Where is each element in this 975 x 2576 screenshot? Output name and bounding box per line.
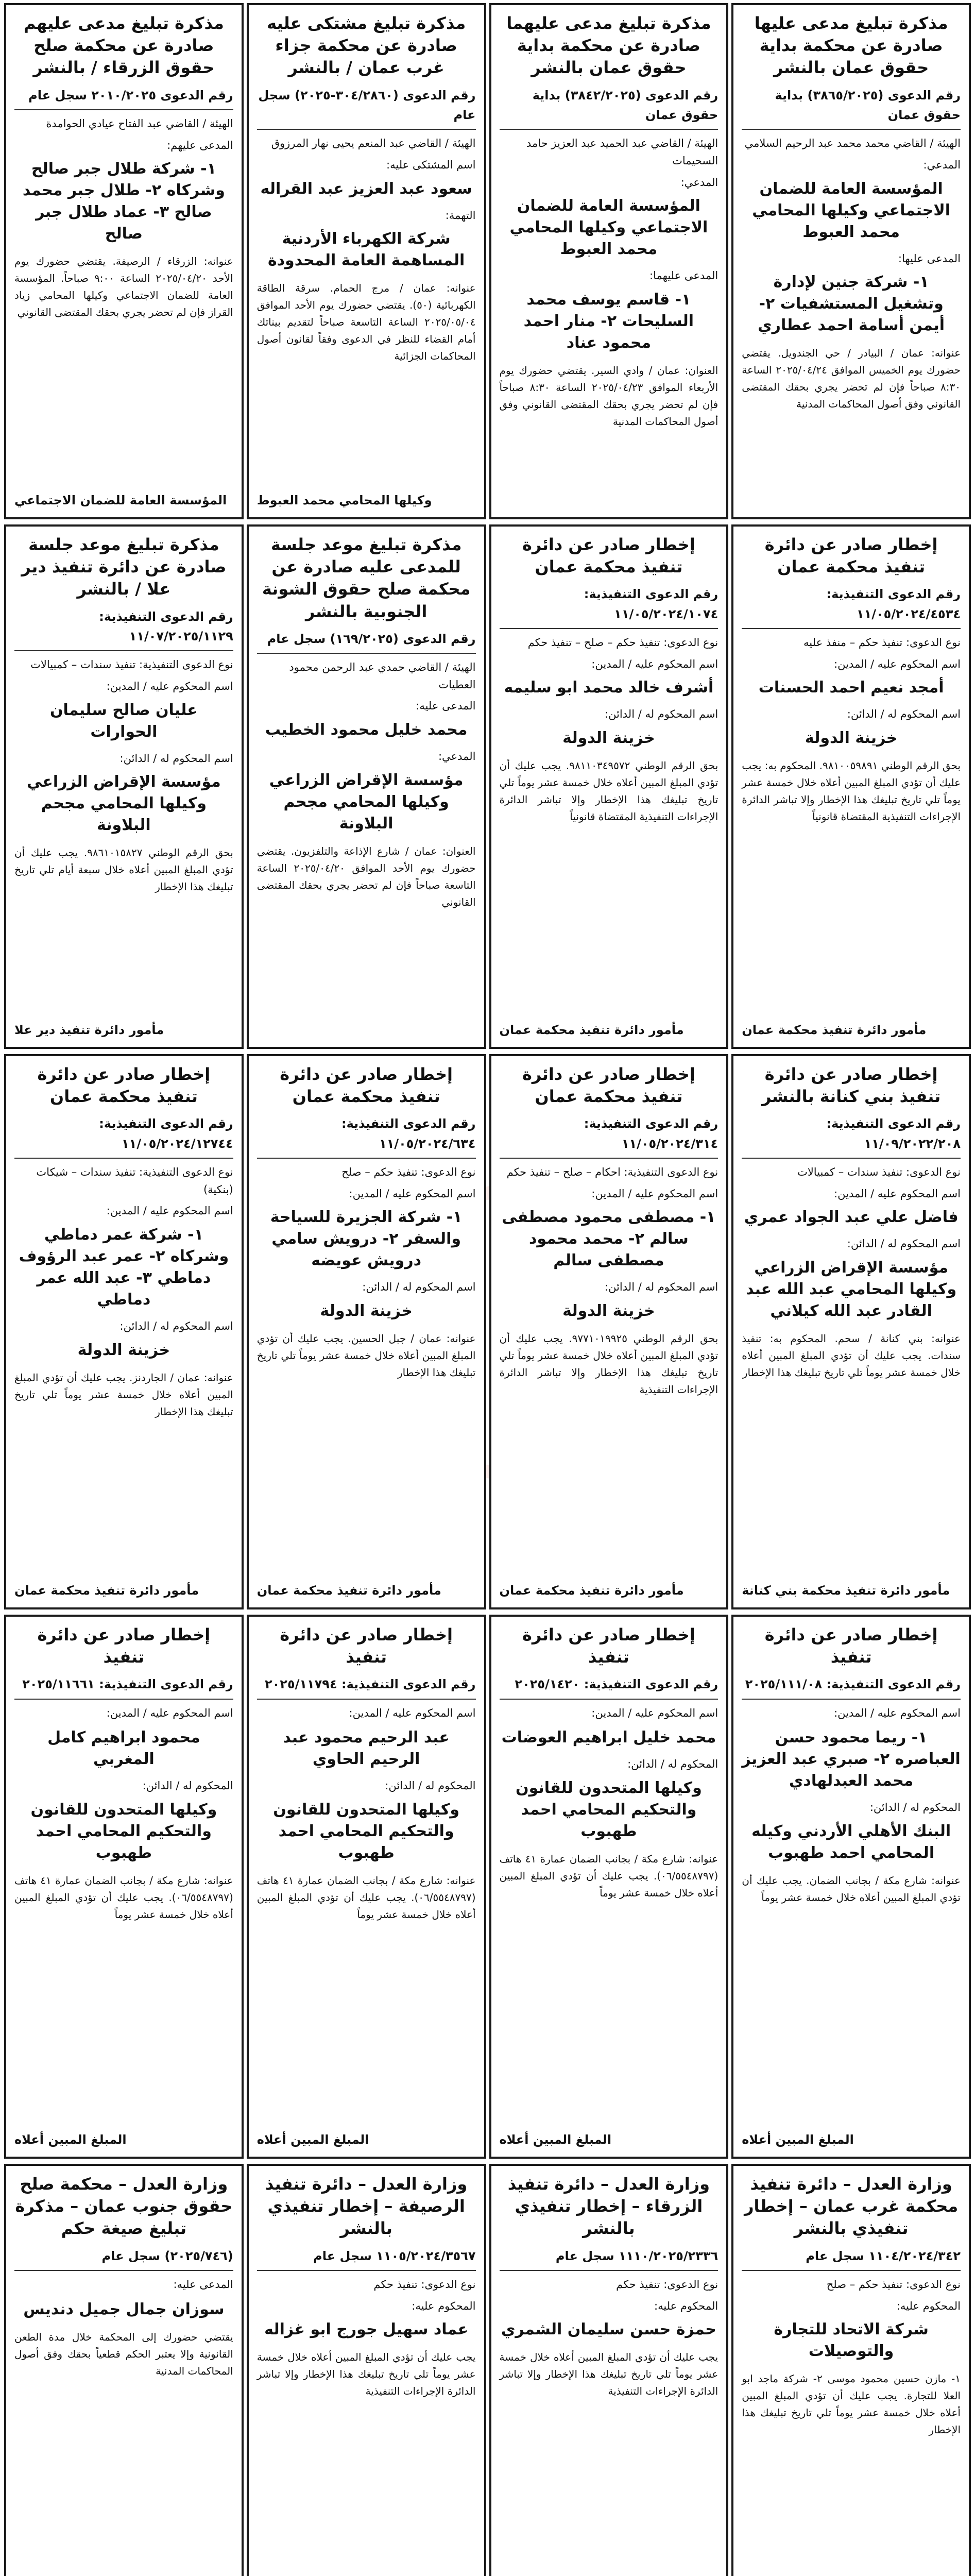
party-name: المؤسسة العامة للضمان الاجتماعي وكيلها المحامي محمد العبوط (752, 179, 950, 241)
notice-footer: مأمور دائرة تنفيذ محكمة بني كنانة (742, 1583, 950, 1598)
notice-body: عنوانه: عمان / الجاردنز. يجب عليك أن تؤدي المبلغ المبين أعلاه خلال خمسة عشر يوماً تلي تاريخ تبليغك هذا الإخطار (14, 1371, 233, 1418)
party-name: وكيلها المتحدون للقانون والتحكيم المحامي احمد طهبوب (516, 1778, 702, 1840)
party-name: مؤسسة الإقراض الزراعي وكيلها المحامي مجحم البلاونة (269, 771, 464, 833)
legal-notice (731, 2164, 971, 2576)
notice-row (4, 524, 971, 1049)
divider (257, 653, 476, 654)
newspaper-page (4, 3, 971, 2576)
party-name: ١- شركة طلال جبر صالح وشركاه ٢- طلال جبر محمد صالح ٣- عماد طلال جبر صالح (22, 160, 225, 243)
notice-row (4, 3, 971, 519)
notice-body: عنوانه: عمان / البيادر / حي الجندويل. يقتضي حضورك يوم الخميس الموافق ٢٠٢٥/٠٤/٢٤ الساعة ٨:٣٠ صباحاً فإن لم تحضر يجري بحقك المقتضى القانوني وفق أصول المحاكمات المدنية (742, 347, 961, 411)
party-name: خزينة الدولة (77, 1341, 170, 1359)
notice-heading: مذكرة تبليغ مشتكى عليه صادرة عن محكمة جزاء غرب عمان / بالنشر (267, 13, 466, 78)
notice-meta: الهيئة / القاضي محمد محمد عبد الرحيم السلامي (744, 137, 961, 150)
party-label: اسم المحكوم له / الدائن: (119, 1319, 233, 1332)
party-name: أشرف خالد محمد ابو سليمه (504, 679, 714, 697)
notice-body: عنوانه: شارع مكة / بجانب الضمان عمارة ٤١ هاتف (٠٦/٥٥٤٨٧٩٧). يجب عليك أن تؤدي المبلغ المبين أعلاه خلال خمسة عشر يوماً (256, 1874, 476, 1921)
party-name: ١- ريما محمود حسن العباصره ٢- صبري عبد العزيز محمد العبدلهادي (742, 1728, 961, 1790)
divider (14, 109, 233, 110)
party-name: شركة الكهرباء الأردنية المساهمة العامة المحدودة (267, 230, 465, 270)
notice-heading: مذكرة تبليغ مدعى عليهم صادرة عن محكمة صلح حقوق الزرقاء / بالنشر (23, 13, 224, 78)
notice-heading: إخطار صادر عن دائرة تنفيذ محكمة عمان (764, 535, 938, 577)
party-label: المدعى عليهم: (167, 139, 233, 151)
notice-body: بحق الرقم الوطني ٩٨١٠٠٥٩٨٩١. المحكوم به: يجب عليك أن تؤدي المبلغ المبين أعلاه خلال خمسة عشر يوماً تلي تاريخ تبليغك هذا الإخطار وإلا تباشر الدائرة الإجراءات التنفيذية المقتضاة قانونياً (742, 759, 961, 823)
legal-notice (731, 3, 971, 519)
notice-heading: مذكرة تبليغ موعد جلسة للمدعى عليه صادرة عن محكمة صلح حقوق الشونة الجنوبية بالنشر (262, 535, 471, 621)
notice-footer: مأمور دائرة تنفيذ محكمة عمان (14, 1583, 199, 1598)
notice-heading: إخطار صادر عن دائرة تنفيذ محكمة عمان (522, 1064, 695, 1107)
notice-body: ١- مازن حسين محمود موسى ٢- شركة ماجد ابو العلا للتجارة. يجب عليك أن تؤدي المبلغ المبين أعلاه خلال خمسة عشر يوماً تلي تاريخ تبليغك هذا الإخطار (742, 2372, 961, 2436)
divider (742, 1158, 961, 1159)
party-label: المدعى عليهما: (649, 269, 719, 282)
notice-heading: وزارة العدل – محكمة صلح حقوق جنوب عمان – مذكرة تبليغ صيغة حكم (15, 2174, 233, 2239)
party-label: اسم المحكوم عليه / المدين: (106, 1205, 233, 1217)
party-label: اسم المحكوم له / الدائن: (119, 752, 233, 765)
notice-body: عنوانه: عمان / جبل الحسين. يجب عليك أن تؤدي المبلغ المبين أعلاه خلال خمسة عشر يوماً تلي تاريخ تبليغك هذا الإخطار (256, 1332, 476, 1379)
party-name: خزينة الدولة (562, 1301, 655, 1320)
divider (742, 628, 961, 629)
legal-notice (247, 1054, 486, 1609)
notice-heading: إخطار صادر عن دائرة تنفيذ (522, 1625, 695, 1667)
case-number: (٢٠٢٥/٧٤٦) سجل عام (101, 2248, 233, 2263)
notice-heading: وزارة العدل – دائرة تنفيذ الرصيفة – إخطار تنفيذي بالنشر (265, 2174, 468, 2239)
party-label: اسم المشتكى عليه: (386, 158, 476, 171)
party-name: وكيلها المتحدون للقانون والتحكيم المحامي احمد طهبوب (30, 1800, 217, 1862)
party-name: ١- شركة الجزيرة للسياحة والسفر ٢- درويش سامي درويش عويضه (270, 1208, 463, 1270)
notice-meta: نوع الدعوى: تنفيذ حكم – صلح (341, 1166, 476, 1179)
party-label: المدعى عليه: (416, 700, 476, 713)
case-number: ١١٠٤/٢٠٢٤/٣٤٢ سجل عام (806, 2248, 961, 2263)
divider (14, 1158, 233, 1159)
notice-footer: المبلغ المبين أعلاه (256, 2132, 369, 2147)
notice-heading: إخطار صادر عن دائرة تنفيذ محكمة عمان (280, 1064, 453, 1107)
case-number: رقم الدعوى التنفيذية: ١١/٠٥/٢٠٢٤/٦٣٤ (341, 1116, 476, 1151)
notice-meta: اسم المحكوم عليه / المدين: (106, 1706, 233, 1719)
notice-heading: وزارة العدل – دائرة تنفيذ الزرقاء – إخطار تنفيذي بالنشر (507, 2174, 710, 2239)
notice-heading: مذكرة تبليغ مدعى عليها صادرة عن محكمة بداية حقوق عمان بالنشر (754, 13, 948, 78)
divider (14, 2270, 233, 2271)
notice-heading: إخطار صادر عن دائرة تنفيذ محكمة عمان (37, 1064, 211, 1107)
notice-meta: الهيئة / القاضي عبد المنعم يحيى نهار المرزوق (271, 137, 476, 150)
notice-meta: نوع الدعوى: تنفيذ حكم (616, 2278, 719, 2291)
party-label: المحكوم له / الدائن: (627, 1758, 719, 1771)
notice-body: عنوانه: شارع مكة / بجانب الضمان. يجب عليك أن تؤدي المبلغ المبين أعلاه خلال خمسة عشر يوماً (742, 1874, 961, 1904)
party-name: ١- قاسم يوسف محمد السليحات ٢- منار احمد محمود عناد (523, 290, 694, 352)
notice-body: بحق الرقم الوطني ٩٨٦١٠١٥٨٢٧. يجب عليك أن تؤدي المبلغ المبين أعلاه خلال سبعة أيام تلي تاريخ تبليغك هذا الإخطار (14, 846, 233, 893)
notice-heading: إخطار صادر عن دائرة تنفيذ (764, 1625, 938, 1667)
party-label: المحكوم عليه: (412, 2299, 476, 2312)
party-label: المحكوم له / الدائن: (142, 1780, 233, 1792)
notice-meta: الهيئة / القاضي عبد الحميد عبد العزيز حامد السحيمات (526, 137, 719, 167)
notice-meta: نوع الدعوى: تنفيذ حكم – منفذ عليه (803, 636, 961, 649)
divider (14, 1699, 233, 1700)
party-name: محمود ابراهيم كامل المغربي (47, 1728, 200, 1769)
case-number: رقم الدعوى التنفيذية: ١١/٠٥/٢٠٢٤/٤٥٣٤ (826, 587, 961, 621)
divider (257, 129, 476, 130)
legal-notice (4, 1054, 244, 1609)
party-name: أمجد نعيم احمد الحسنات (758, 679, 944, 697)
legal-notice (731, 524, 971, 1049)
party-label: المحكوم له / الدائن: (869, 1801, 961, 1814)
party-label: اسم المحكوم له / الدائن: (605, 1281, 719, 1294)
party-name: خزينة الدولة (320, 1301, 413, 1320)
party-label: المدعي: (680, 176, 719, 189)
notice-heading: إخطار صادر عن دائرة تنفيذ بني كنانة بالنشر (762, 1064, 941, 1107)
party-name: ١- شركة عمر دماطي وشركاه ٢- عمر عبد الرؤوف دماطي ٣- عبد الله عمر دماطي (19, 1225, 229, 1309)
party-name: عبد الرحيم محمود عبد الرحيم الحاوي (283, 1728, 450, 1769)
legal-notice (731, 1054, 971, 1609)
party-label: المدعى عليها: (898, 252, 961, 265)
notice-meta: نوع الدعوى: تنفيذ حكم – صلح (826, 2278, 961, 2291)
notice-heading: مذكرة تبليغ مدعى عليهما صادرة عن محكمة بداية حقوق عمان بالنشر (506, 13, 711, 78)
party-label: اسم المحكوم عليه / المدين: (834, 1187, 961, 1200)
divider (500, 129, 719, 130)
party-name: خزينة الدولة (805, 728, 898, 747)
divider (257, 1699, 476, 1700)
divider (257, 1158, 476, 1159)
legal-notice (731, 1615, 971, 2159)
notice-meta: نوع الدعوى التنفيذية: تنفيذ سندات – شيكات (بنكية) (36, 1166, 233, 1196)
notice-body: العنوان: عمان / شارع الإذاعة والتلفزيون. يقتضي حضورك يوم الأحد الموافق ٢٠٢٥/٠٤/٢٠ الساعة التاسعة صباحاً فإن لم تحضر يجري بحقك المقتضى القانوني (256, 844, 476, 908)
notice-footer: وكيلها المحامي محمد العبوط (256, 493, 432, 507)
legal-notice (4, 1615, 244, 2159)
notice-meta: اسم المحكوم عليه / المدين: (349, 1706, 476, 1719)
divider (742, 2270, 961, 2271)
case-number: رقم الدعوى (٣٠٤/٢٨٦٠-٢٠٢٥) سجل عام (258, 88, 476, 122)
party-label: المحكوم له / الدائن: (385, 1780, 476, 1792)
party-name: محمد خليل ابراهيم العوضات (501, 1728, 716, 1747)
notice-footer: مأمور دائرة تنفيذ محكمة عمان (499, 1022, 684, 1037)
notice-footer: المبلغ المبين أعلاه (499, 2132, 612, 2147)
case-number: رقم الدعوى التنفيذية: ١١/٠٥/٢٠٢٤/١٠٧٤ (584, 587, 719, 621)
notice-body: يجب عليك أن تؤدي المبلغ المبين أعلاه خلال خمسة عشر يوماً تلي تاريخ تبليغك هذا الإخطار وإلا تباشر الدائرة الإجراءات التنفيذية (499, 2351, 719, 2398)
party-label: اسم المحكوم له / الدائن: (605, 708, 719, 721)
divider (14, 650, 233, 651)
legal-notice (4, 524, 244, 1049)
notice-meta: المدعى عليه: (173, 2278, 233, 2291)
party-label: اسم المحكوم عليه / المدين: (591, 1187, 719, 1200)
notice-meta: اسم المحكوم عليه / المدين: (834, 1706, 961, 1719)
notice-meta: نوع الدعوى التنفيذية: احكام – صلح – تنفيذ حكم (506, 1166, 719, 1179)
party-name: خزينة الدولة (562, 728, 655, 747)
legal-notice (489, 524, 729, 1049)
case-number: رقم الدعوى (٣٨٦٥/٢٠٢٥) بداية حقوق عمان (775, 88, 961, 122)
case-number: رقم الدعوى التنفيذية: ١١/٠٥/٢٠٢٤/١٢٧٤٤ (99, 1116, 233, 1151)
case-number: رقم الدعوى ٢٠١٠/٢٠٢٥ سجل عام (28, 88, 233, 103)
notice-body: يجب عليك أن تؤدي المبلغ المبين أعلاه خلال خمسة عشر يوماً تلي تاريخ تبليغك هذا الإخطار وإلا تباشر الدائرة الإجراءات التنفيذية (256, 2351, 476, 2398)
notice-body: يقتضي حضورك إلى المحكمة خلال مدة الطعن القانونية وإلا يعتبر الحكم قطعياً بحقك وفق أصول المحاكمات المدنية (14, 2330, 233, 2377)
case-number: رقم الدعوى (١٦٩/٢٠٢٥) سجل عام (267, 631, 476, 646)
case-number: رقم الدعوى التنفيذية: ١١/٠٧/٢٠٢٥/١١٢٩ (99, 609, 233, 643)
legal-notice (247, 1615, 486, 2159)
party-name: ١- مصطفى محمود مصطفى سالم ٢- محمد محمود مصطفى سالم (502, 1208, 716, 1270)
party-name: سعود عبد العزيز عبد القراله (260, 179, 472, 198)
notice-heading: وزارة العدل – دائرة تنفيذ محكمة غرب عمان – إخطار تنفيذي بالنشر (744, 2174, 959, 2239)
divider (500, 1699, 719, 1700)
legal-notice (247, 3, 486, 519)
notice-footer: مأمور دائرة تنفيذ دير علا (14, 1022, 164, 1037)
notice-footer: المبلغ المبين أعلاه (14, 2132, 127, 2147)
notice-body: عنوانه: شارع مكة / بجانب الضمان عمارة ٤١ هاتف (٠٦/٥٥٤٨٧٩٧). يجب عليك أن تؤدي المبلغ المبين أعلاه خلال خمسة عشر يوماً (499, 1852, 719, 1899)
case-number: رقم الدعوى التنفيذية: ٢٠٢٥/١١٦٦١ (22, 1677, 233, 1692)
legal-notice (247, 2164, 486, 2576)
notice-heading: إخطار صادر عن دائرة تنفيذ محكمة عمان (522, 535, 695, 577)
party-name: مؤسسة الإقراض الزراعي وكيلها المحامي مجحم البلاونة (27, 773, 221, 835)
party-label: المدعي: (923, 158, 961, 171)
party-label: اسم المحكوم عليه / المدين: (834, 657, 961, 670)
notice-body: عنوانه: الزرقاء / الرصيفة. يقتضي حضورك يوم الأحد ٢٠٢٥/٠٤/٢٠ الساعة ٩:٠٠ صباحاً. المؤسسة العامة للضمان الاجتماعي وكيلها المحامي زياد القراز فإن لم تحضر يجري بحقك المقتضى القانوني (14, 255, 233, 319)
notice-body: عنوانه: شارع مكة / بجانب الضمان عمارة ٤١ هاتف (٠٦/٥٥٤٨٧٩٧). يجب عليك أن تؤدي المبلغ المبين أعلاه خلال خمسة عشر يوماً (14, 1874, 233, 1921)
case-number: رقم الدعوى التنفيذية: ٢٠٢٥/١٤٢٠ (515, 1677, 719, 1692)
case-number: رقم الدعوى التنفيذية: ١١/٠٩/٢٠٢٢/٢٠٨ (826, 1116, 961, 1151)
notice-meta: الهيئة / القاضي حمدي عبد الرحمن محمود العطيات (289, 661, 476, 691)
party-label: اسم المحكوم له / الدائن: (847, 1238, 961, 1250)
case-number: ١١٠٥/٢٠٢٤/٣٥٦٧ سجل عام (313, 2248, 476, 2263)
party-name: وكيلها المتحدون للقانون والتحكيم المحامي احمد طهبوب (273, 1800, 459, 1862)
legal-notice (489, 1054, 729, 1609)
notice-footer: مأمور دائرة تنفيذ محكمة عمان (742, 1022, 927, 1037)
notice-body: عنوانه: عمان / مرج الحمام. سرقة الطاقة الكهربائية (٥٠). يقتضي حضورك يوم الأحد الموافق ٢٠٢٥/٠٥/٠٤ الساعة التاسعة صباحاً لتقديم بيناتك أمام القضاء للنظر في الدعوى وفقاً لقانون أصول المحاكمات الجزائية (256, 282, 476, 363)
notice-footer: مأمور دائرة تنفيذ محكمة عمان (256, 1583, 441, 1598)
notice-meta: اسم المحكوم عليه / المدين: (591, 1706, 719, 1719)
case-number: رقم الدعوى (٣٨٤٢/٢٠٢٥) بداية حقوق عمان (532, 88, 719, 122)
case-number: ١١١٠/٢٠٢٥/٢٣٣٦ سجل عام (555, 2248, 719, 2263)
party-name: عليان صالح سليمان الحوارات (49, 701, 198, 741)
notice-footer: المؤسسة العامة للضمان الاجتماعي (14, 493, 227, 507)
party-label: اسم المحكوم عليه / المدين: (349, 1187, 476, 1200)
legal-notice (4, 2164, 244, 2576)
party-name: شركة الاتحاد للتجارة والتوصيلات (774, 2320, 929, 2361)
party-label: المحكوم عليه: (896, 2299, 961, 2312)
party-name: فاضل علي عبد الجواد عمري (744, 1208, 959, 1227)
notice-row (4, 2164, 971, 2576)
divider (257, 2270, 476, 2271)
notice-footer: مأمور دائرة تنفيذ محكمة عمان (499, 1583, 684, 1598)
notice-heading: إخطار صادر عن دائرة تنفيذ (37, 1625, 211, 1667)
case-number: رقم الدعوى التنفيذية: ١١/٠٥/٢٠٢٤/٣١٤ (584, 1116, 719, 1151)
notice-meta: نوع الدعوى التنفيذية: تنفيذ سندات – كمبيالات (30, 658, 233, 671)
notice-meta: نوع الدعوى: تنفيذ حكم – صلح – تنفيذ حكم (527, 636, 719, 649)
legal-notice (489, 2164, 729, 2576)
legal-notice (4, 3, 244, 519)
notice-heading: إخطار صادر عن دائرة تنفيذ (280, 1625, 453, 1667)
party-name: البنك الأهلي الأردني وكيله المحامي احمد طهبوب (751, 1822, 951, 1862)
legal-notice (489, 3, 729, 519)
legal-notice (489, 1615, 729, 2159)
notice-body: بحق الرقم الوطني ٩٧٧١٠١٩٩٢٥. يجب عليك أن تؤدي المبلغ المبين أعلاه خلال خمسة عشر يوماً تلي تاريخ تبليغك هذا الإخطار وإلا تباشر الدائرة الإجراءات التنفيذية (499, 1332, 719, 1396)
notice-meta: الهيئة / القاضي عبد الفتاح عيادي الحوامدة (46, 117, 233, 130)
party-label: المدعي: (438, 750, 476, 762)
party-label: اسم المحكوم له / الدائن: (362, 1281, 476, 1294)
legal-notice (247, 524, 486, 1049)
notice-row (4, 1054, 971, 1609)
party-label: التهمة: (445, 209, 476, 222)
divider (500, 628, 719, 629)
case-number: رقم الدعوى التنفيذية: ٢٠٢٥/١١٧٩٤ (265, 1677, 476, 1692)
divider (742, 129, 961, 130)
notice-body: العنوان: عمان / وادي السير. يقتضي حضورك يوم الأربعاء الموافق ٢٠٢٥/٠٤/٢٣ الساعة ٨:٣٠ صباحاً فإن لم تحضر يجري بحقك المقتضى القانوني وفق أصول المحاكمات المدنية (499, 364, 719, 428)
party-name: سوزان جمال جميل دنديس (23, 2300, 225, 2318)
notice-row (4, 1615, 971, 2159)
party-label: المحكوم عليه: (654, 2299, 719, 2312)
notice-body: عنوانه: بني كنانة / سحم. المحكوم به: تنفيذ سندات. يجب عليك أن تؤدي المبلغ المبين أعلاه خلال خمسة عشر يوماً تلي تاريخ تبليغك هذا الإخطار (742, 1332, 961, 1379)
notice-meta: نوع الدعوى: تنفيذ حكم (373, 2278, 476, 2291)
notice-meta: نوع الدعوى: تنفيذ سندات – كمبيالات (797, 1166, 961, 1179)
case-number: رقم الدعوى التنفيذية: ٢٠٢٥/١١١/٠٨ (745, 1677, 961, 1692)
party-label: اسم المحكوم عليه / المدين: (106, 680, 233, 692)
party-name: حمزة حسن سليمان الشمري (501, 2320, 716, 2339)
notice-body: بحق الرقم الوطني ٩٨١١٠٣٤٩٥٧٢. يجب عليك أن تؤدي المبلغ المبين أعلاه خلال خمسة عشر يوماً تلي تاريخ تبليغك هذا الإخطار وإلا تباشر الدائرة الإجراءات التنفيذية المقتضاة قانونياً (499, 759, 719, 823)
party-label: اسم المحكوم عليه / المدين: (591, 657, 719, 670)
party-name: ١- شركة جنين لإدارة وتشغيل المستشفيات ٢- أيمن أسامة احمد عطاري (758, 273, 945, 335)
divider (500, 1158, 719, 1159)
party-name: محمد خليل محمود الخطيب (265, 720, 468, 739)
divider (500, 2270, 719, 2271)
divider (742, 1699, 961, 1700)
party-name: المؤسسة العامة للضمان الاجتماعي وكيلها المحامي محمد العبوط (509, 197, 708, 259)
notice-footer: المبلغ المبين أعلاه (742, 2132, 854, 2147)
party-name: مؤسسة الإقراض الزراعي وكيلها المحامي عبد الله عبد القادر عبد الله كيلاني (746, 1258, 957, 1320)
party-label: اسم المحكوم له / الدائن: (847, 708, 961, 721)
notice-heading: مذكرة تبليغ موعد جلسة صادرة عن دائرة تنفيذ دير علا / بالنشر (21, 535, 227, 599)
party-name: عماد سهيل جورج ابو غزاله (264, 2320, 469, 2339)
